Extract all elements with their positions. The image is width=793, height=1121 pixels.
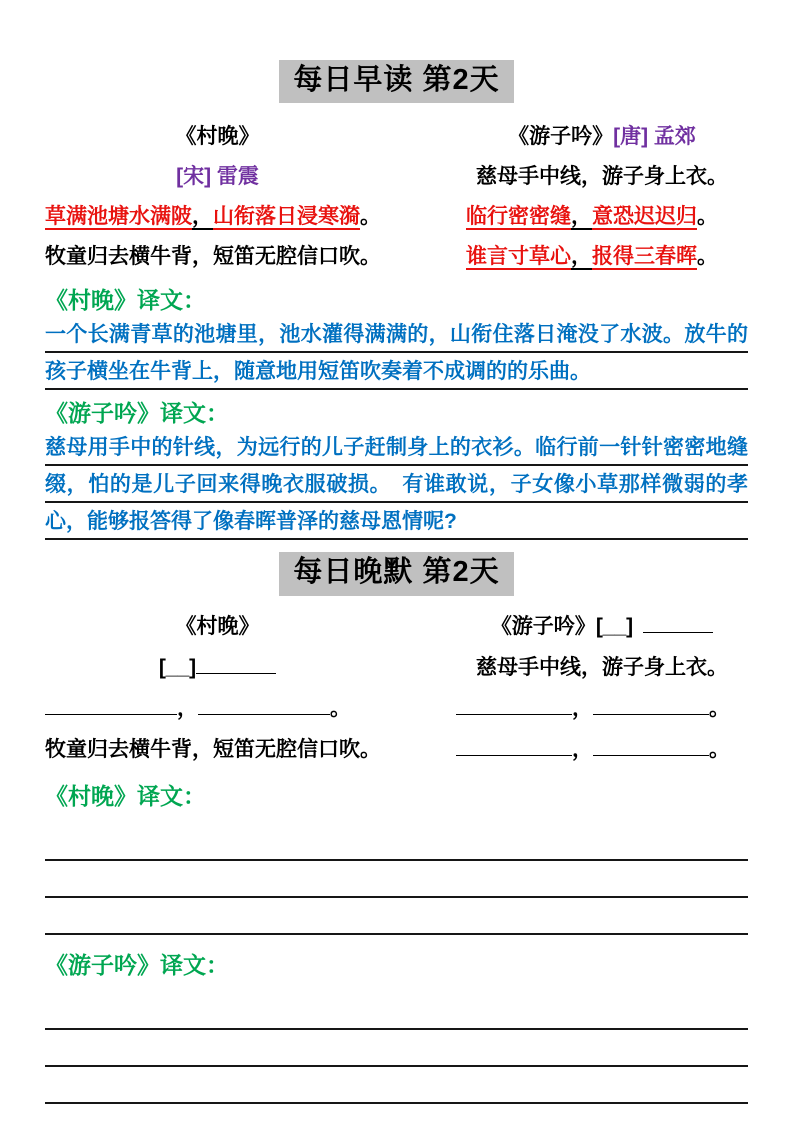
dictation-blank-line2-youziyin: [456, 729, 748, 770]
youziyin-translation-text: 慈母用手中的针线，为远行的儿子赶制身上的衣衫。临行前一针针密密地缝缀，怕的是儿子回来得晚衣服破损。 有谁敢说，子女像小草那样微弱的孝心，能够报答得了像春晖普泽的慈母恩情呢?: [45, 429, 748, 540]
poem-line-black-youziyin: 慈母手中线，游子身上衣。: [476, 165, 728, 189]
poem-author-cunwan: [宋] 雷震: [176, 165, 259, 189]
evening-poems: [45, 606, 748, 770]
poem-line-red2-youziyin: [456, 237, 748, 277]
poem-title-youziyin-row: [456, 117, 748, 157]
poem-author-youziyin: [唐] 孟郊: [613, 125, 696, 149]
poem-title-youziyin: 《游子吟》: [508, 125, 614, 149]
poem-period: 。: [697, 205, 718, 229]
verse-write-blank: [456, 699, 572, 715]
poem-comma: ，: [571, 205, 592, 229]
poem-comma: ，: [572, 696, 593, 720]
morning-poems: [45, 117, 748, 277]
youziyin-writing-lines: [45, 993, 748, 1104]
cunwan-translation-text: 一个长满青草的池塘里，池水灌得满满的，山衔住落日淹没了水波。放牛的孩子横坐在牛背上，随意地用短笛吹奏着不成调的的乐曲。: [45, 316, 748, 390]
dictation-blank-line-cunwan: [45, 688, 390, 729]
dictation-author-blank-cunwan: [45, 647, 390, 688]
poem-red-segment: 谁言寸草心: [466, 245, 571, 269]
poem-red-segment: 草满池塘水满陂: [45, 205, 192, 229]
evening-section-title: 每日晚默 第2天: [279, 552, 513, 595]
poem-period: 。: [330, 696, 351, 720]
poem-period: 。: [697, 245, 718, 269]
poem-title-cunwan: 《村晚》: [175, 125, 260, 149]
poem-period: 。: [360, 205, 381, 229]
poem-comma: ，: [571, 245, 592, 269]
poem-period: 。: [709, 737, 730, 761]
author-write-blank: [196, 658, 276, 674]
verse-write-blank: [45, 699, 177, 715]
morning-section-title: 每日早读 第2天: [279, 60, 513, 103]
evening-title-row: [45, 552, 748, 595]
morning-right-poem: [456, 117, 748, 277]
cunwan-translation-header: 《村晚》译文：: [45, 287, 206, 314]
morning-left-poem: [45, 117, 390, 277]
poem-comma: ，: [177, 696, 198, 720]
dictation-blank-line1-youziyin: [456, 688, 748, 729]
poem-comma: ，: [572, 737, 593, 761]
morning-title-row: [45, 60, 748, 103]
poem-line-red-cunwan: [45, 197, 390, 237]
poem-line-black-cunwan: 牧童归去横牛背，短笛无腔信口吹。: [45, 245, 381, 269]
verse-write-blank: [593, 740, 709, 756]
dictation-title-youziyin-row: [456, 606, 748, 647]
verse-write-blank: [456, 740, 572, 756]
poem-red-segment: 报得三春晖: [592, 245, 697, 269]
dictation-line-black-youziyin: 慈母手中线，游子身上衣。: [476, 655, 728, 679]
verse-write-blank: [198, 699, 330, 715]
poem-red-segment: 山衔落日浸寒漪: [213, 205, 360, 229]
evening-right-poem: [456, 606, 748, 770]
cunwan-writing-lines: [45, 824, 748, 935]
poem-red-segment: 临行密密缝: [466, 205, 571, 229]
dictation-title-cunwan: 《村晚》: [175, 614, 260, 638]
dictation-title-youziyin: 《游子吟》: [490, 614, 596, 638]
poem-period: 。: [709, 696, 730, 720]
youziyin-translation-header: 《游子吟》译文：: [45, 400, 229, 427]
verse-write-blank: [593, 699, 709, 715]
poem-red-segment: 意恐迟迟归: [592, 205, 697, 229]
bracket-blank: [__]: [158, 655, 197, 679]
evening-cunwan-header: 《村晚》译文：: [45, 782, 206, 809]
evening-youziyin-header: 《游子吟》译文：: [45, 951, 229, 978]
bracket-blank: [__]: [595, 614, 634, 638]
dictation-line-black-cunwan: 牧童归去横牛背，短笛无腔信口吹。: [45, 737, 381, 761]
poem-line-red1-youziyin: [456, 197, 748, 237]
poem-comma: ，: [192, 205, 213, 229]
evening-left-poem: [45, 606, 390, 770]
author-write-blank: [643, 617, 713, 633]
